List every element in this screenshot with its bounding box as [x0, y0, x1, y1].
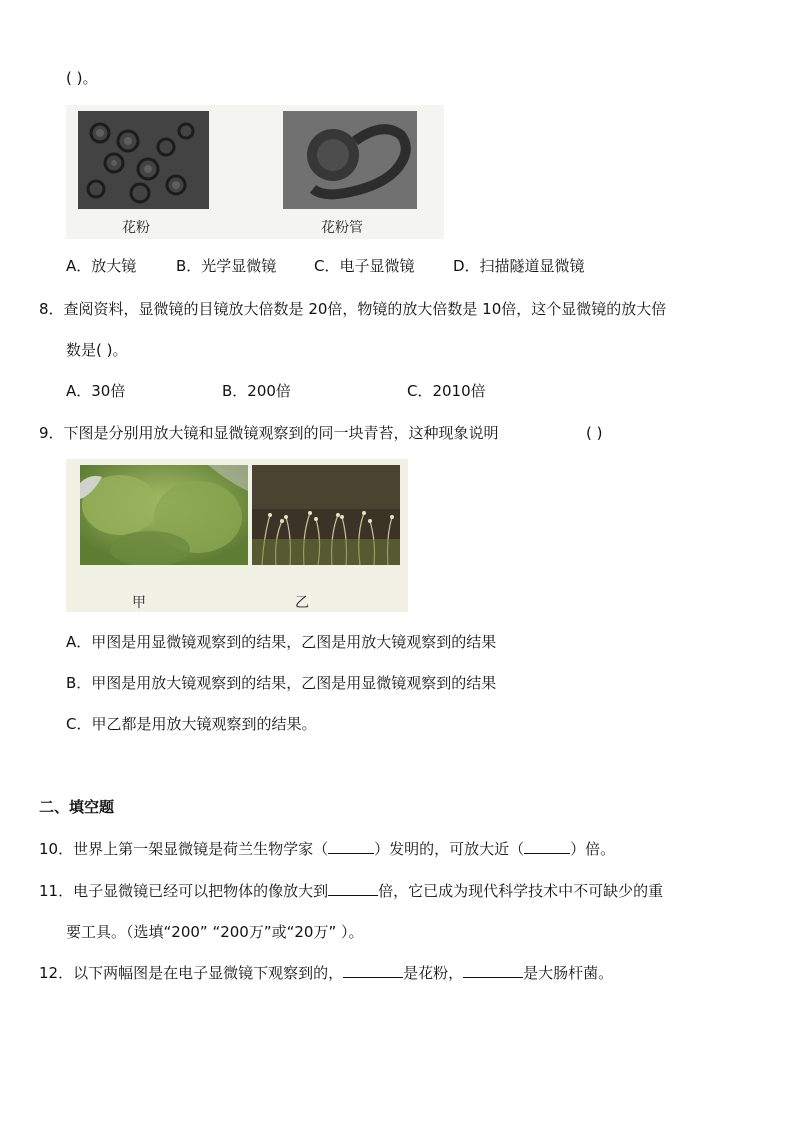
- section-heading: 二、填空题: [39, 798, 115, 816]
- q11-line1: [39, 881, 663, 901]
- q12-text-2: 是花粉，: [403, 964, 464, 982]
- q9-option-c: C．甲乙都是用放大镜观察到的结果。: [66, 715, 317, 733]
- pollen-photo: [78, 111, 209, 209]
- q7-caption-pollen: 花粉: [122, 220, 150, 236]
- q10-blank-1[interactable]: [328, 839, 374, 854]
- q12-text-1: 12．以下两幅图是在电子显微镜下观察到的，: [39, 964, 344, 982]
- q10-line: [39, 839, 615, 859]
- q8-stem-line1: 8．查阅资料，显微镜的目镜放大倍数是 20倍，物镜的放大倍数是 10倍，这个显微镜的放大倍: [39, 300, 667, 318]
- pollen-tube-photo: [283, 111, 417, 209]
- q11-text-2: 倍，它已成为现代科学技术中不可缺少的重: [378, 882, 664, 900]
- q7-option-c: C．电子显微镜: [314, 257, 415, 275]
- q11-blank[interactable]: [328, 881, 378, 896]
- q7-stem-tail: ( )。: [66, 69, 98, 87]
- q8-stem-line2: 数是( )。: [66, 341, 128, 359]
- q9-caption-yi: 乙: [295, 595, 309, 611]
- q7-figure: [66, 105, 444, 239]
- q10-blank-2[interactable]: [524, 839, 570, 854]
- q9-figure: [66, 459, 408, 612]
- q7-option-d: D．扫描隧道显微镜: [453, 257, 585, 275]
- q7-option-a: A．放大镜: [66, 257, 137, 275]
- q11-line2: 要工具。（选填“200” “200万”或“20万” ）。: [66, 923, 364, 941]
- q10-text-3: ）倍。: [570, 840, 616, 858]
- q8-option-b: B．200倍: [222, 382, 291, 400]
- q9-caption-jia: 甲: [132, 595, 146, 611]
- q10-text-1: 10．世界上第一架显微镜是荷兰生物学家（: [39, 840, 329, 858]
- q7-caption-pollen-tube: 花粉管: [321, 220, 363, 236]
- q10-text-2: ）发明的，可放大近（: [374, 840, 525, 858]
- q12-blank-2[interactable]: [463, 963, 523, 978]
- q12-line: [39, 963, 613, 983]
- q12-text-3: 是大肠杆菌。: [523, 964, 614, 982]
- moss-magnifier-photo: [80, 465, 248, 565]
- q9-stem: 9．下图是分别用放大镜和显微镜观察到的同一块青苔，这种现象说明: [39, 424, 499, 442]
- moss-microscope-photo: [252, 465, 400, 565]
- q9-answer-paren: ( ): [586, 424, 603, 442]
- q9-option-b: B．甲图是用放大镜观察到的结果，乙图是用显微镜观察到的结果: [66, 674, 497, 692]
- q7-option-b: B．光学显微镜: [176, 257, 277, 275]
- q8-option-a: A．30倍: [66, 382, 126, 400]
- q9-option-a: A．甲图是用显微镜观察到的结果，乙图是用放大镜观察到的结果: [66, 633, 497, 651]
- q8-option-c: C．2010倍: [407, 382, 486, 400]
- q11-text-1: 11．电子显微镜已经可以把物体的像放大到: [39, 882, 329, 900]
- q12-blank-1[interactable]: [343, 963, 403, 978]
